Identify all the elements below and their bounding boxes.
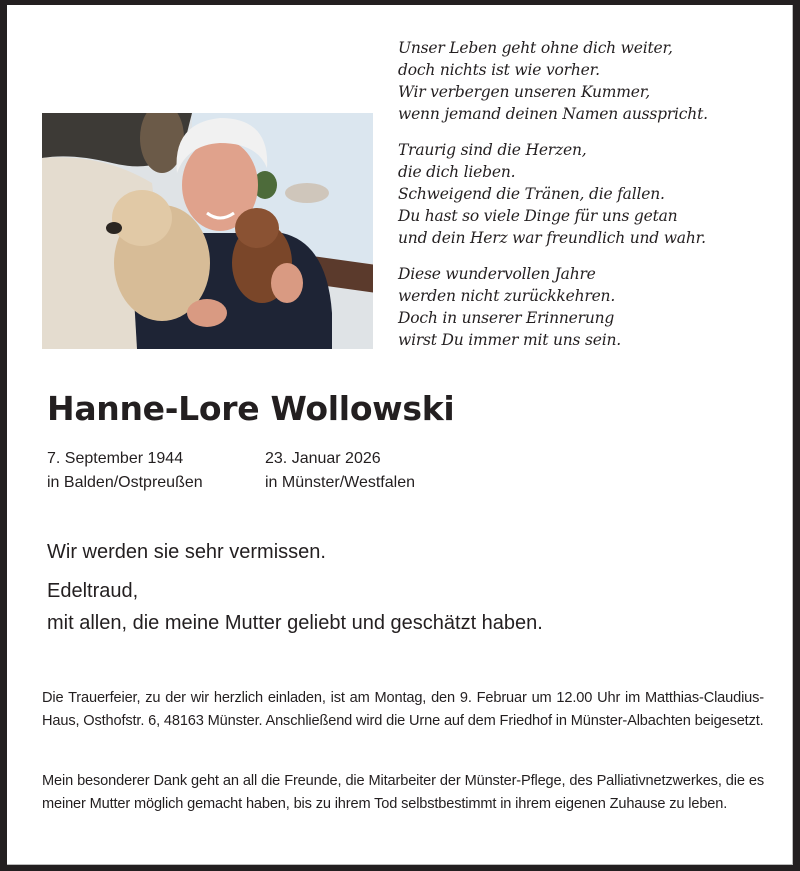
closing-line-miss: Wir werden sie sehr vermissen. [47, 541, 326, 563]
deceased-name: Hanne-Lore Wollowski [47, 389, 455, 428]
poem-line: und dein Herz war freundlich und wahr. [398, 229, 706, 247]
poem-stanza-3 [398, 263, 788, 351]
closing-message [47, 539, 543, 639]
poem-line: wirst Du immer mit uns sein. [398, 331, 621, 349]
closing-line-signature: Edeltraud, [47, 580, 139, 602]
thanks-notice: Mein besonderer Dank geht an all die Freunde, die Mitarbeiter der Münster-Pflege, des Palliativnetzwerkes, die es meiner Mutter möglich gemacht haben, bis zu ihrem Tod selbstbestimmt in ihrem eigenen Zuhause zu leben. [42, 773, 764, 812]
obituary-notice [7, 5, 793, 865]
poem-line: doch nichts ist wie vorher. [398, 61, 600, 79]
poem-line: Schweigend die Tränen, die fallen. [398, 185, 665, 203]
poem-line: Unser Leben geht ohne dich weiter, [398, 39, 673, 57]
poem-line: wenn jemand deinen Namen ausspricht. [398, 105, 708, 123]
death-date: 23. Januar 2026 [265, 450, 381, 467]
poem-line: Wir verbergen unseren Kummer, [398, 83, 651, 101]
portrait-photo-image [42, 113, 373, 349]
poem [398, 37, 788, 365]
closing-line-mourners: mit allen, die meine Mutter geliebt und geschätzt haben. [47, 612, 543, 634]
poem-line: die dich lieben. [398, 163, 516, 181]
birth-date: 7. September 1944 [47, 450, 184, 467]
birth-place: in Balden/Ostpreußen [47, 474, 203, 491]
poem-stanza-2 [398, 139, 788, 249]
portrait-photo [42, 113, 373, 349]
poem-stanza-1 [398, 37, 788, 125]
death-info [265, 447, 415, 495]
poem-line: werden nicht zurückkehren. [398, 287, 616, 305]
death-place: in Münster/Westfalen [265, 474, 415, 491]
poem-line: Traurig sind die Herzen, [398, 141, 587, 159]
poem-line: Du hast so viele Dinge für uns getan [398, 207, 678, 225]
funeral-notice: Die Trauerfeier, zu der wir herzlich einladen, ist am Montag, den 9. Februar um 12.00 Uhr im Matthias-Claudius-Haus, Osthofstr. 6, 48163 Münster. Anschließend wird die Urne auf dem Friedhof in Münster-Albachten beigesetzt. [42, 690, 764, 729]
poem-line: Doch in unserer Erinnerung [398, 309, 615, 327]
poem-line: Diese wundervollen Jahre [398, 265, 596, 283]
birth-info [47, 447, 203, 495]
